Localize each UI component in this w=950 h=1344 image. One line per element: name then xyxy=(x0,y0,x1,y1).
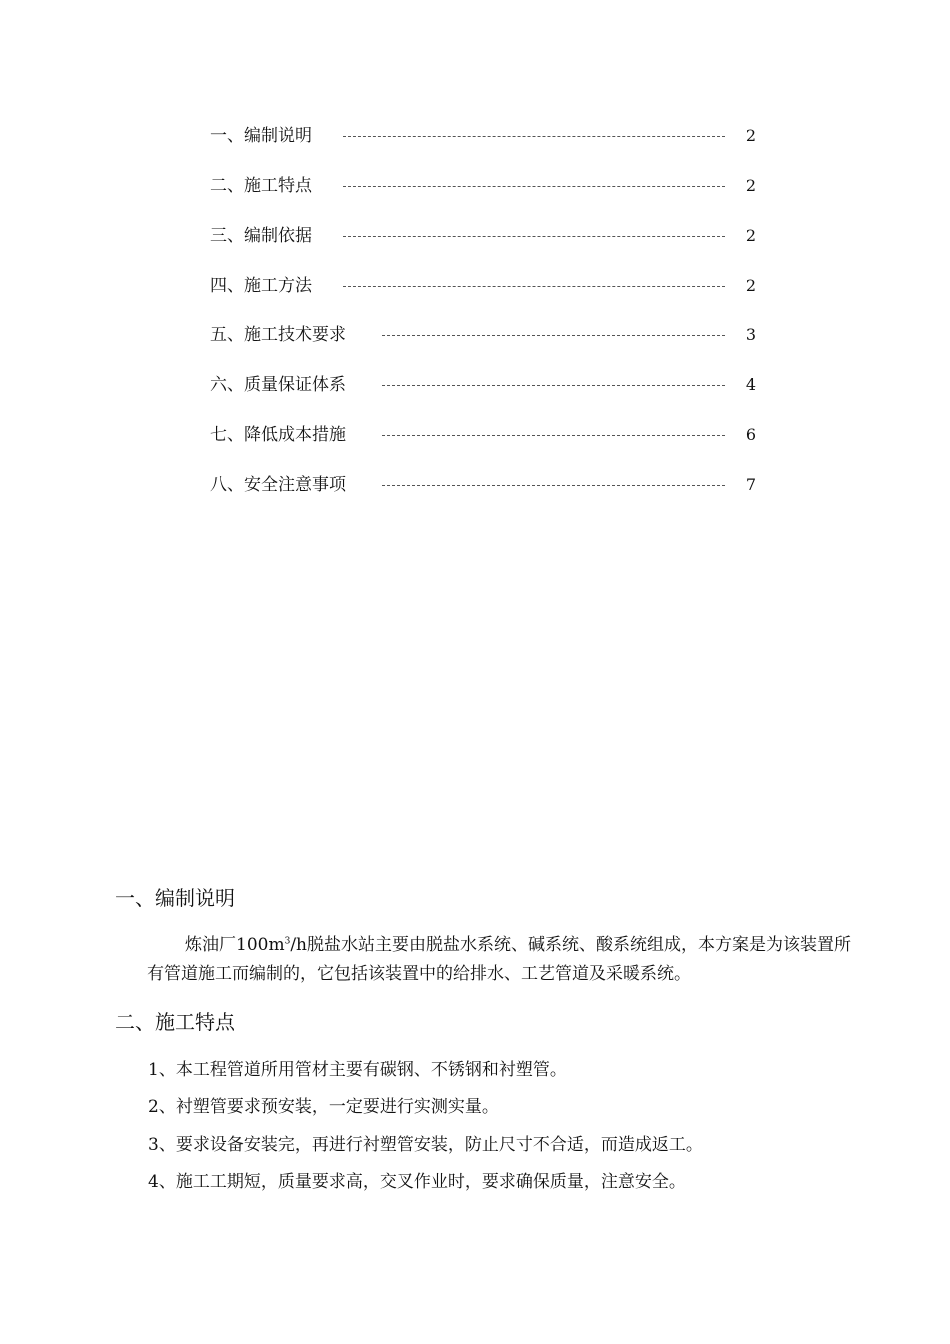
toc-leader-dots xyxy=(382,485,725,486)
toc-leader-dots xyxy=(343,236,725,237)
toc-leader-dots xyxy=(382,385,725,386)
toc-entry-page: 2 xyxy=(745,226,757,245)
list-item xyxy=(148,1132,703,1158)
toc-entry[interactable] xyxy=(0,372,950,398)
toc-entry-page: 2 xyxy=(745,126,757,145)
toc-entry[interactable] xyxy=(0,472,950,498)
para-unit: /h xyxy=(290,935,307,955)
list-item-text: 施工工期短，质量要求高，交叉作业时，要求确保质量，注意安全。 xyxy=(175,1172,686,1192)
para-quantity: 100m xyxy=(236,935,285,955)
toc-entry-page: 7 xyxy=(745,475,757,494)
list-item-text: 本工程管道所用管材主要有碳钢、不锈钢和衬塑管。 xyxy=(175,1060,567,1080)
toc-entry-title: 二、施工特点 xyxy=(210,176,312,196)
section-heading: 二、施工特点 xyxy=(115,1010,235,1034)
para-superscript: 3 xyxy=(284,936,291,947)
toc-entry-title: 六、质量保证体系 xyxy=(210,375,346,395)
list-item xyxy=(148,1169,686,1195)
section-heading: 一、编制说明 xyxy=(115,886,235,910)
toc-entry[interactable] xyxy=(0,223,950,249)
list-item-text: 要求设备安装完，再进行衬塑管安装，防止尺寸不合适，而造成返工。 xyxy=(175,1135,703,1155)
toc-leader-dots xyxy=(343,186,725,187)
toc-entry[interactable] xyxy=(0,173,950,199)
toc-entry-title: 一、编制说明 xyxy=(210,126,312,146)
toc-leader-dots xyxy=(382,435,725,436)
para-text-pre: 炼油厂 xyxy=(185,935,236,955)
toc-entry-title: 七、降低成本措施 xyxy=(210,425,346,445)
toc-leader-dots xyxy=(343,136,725,137)
section-paragraph xyxy=(147,931,862,989)
list-item xyxy=(148,1094,499,1120)
toc-entry-page: 4 xyxy=(745,375,757,394)
toc-entry[interactable] xyxy=(0,322,950,348)
toc-entry[interactable] xyxy=(0,123,950,149)
toc-entry-page: 6 xyxy=(745,425,757,444)
toc-entry-page: 3 xyxy=(745,325,757,344)
toc-entry-title: 五、施工技术要求 xyxy=(210,325,346,345)
toc-entry-title: 三、编制依据 xyxy=(210,226,312,246)
toc-entry-title: 四、施工方法 xyxy=(210,276,312,296)
para-text-post: 脱盐水站主要由脱盐水系统、碱系统、酸系统组成，本方案是为该装置所有管道施工而编制的，它包括该装置中的给排水、工艺管道及采暖系统。 xyxy=(147,935,851,984)
toc-entry-page: 2 xyxy=(745,176,757,195)
toc-entry-title: 八、安全注意事项 xyxy=(210,475,346,495)
toc-entry[interactable] xyxy=(0,422,950,448)
list-item-number: 1、 xyxy=(148,1060,176,1080)
toc-leader-dots xyxy=(382,335,725,336)
toc-leader-dots xyxy=(343,286,725,287)
list-item-text: 衬塑管要求预安装，一定要进行实测实量。 xyxy=(175,1097,499,1117)
list-item-number: 4、 xyxy=(148,1172,176,1192)
list-item-number: 3、 xyxy=(148,1135,176,1155)
list-item xyxy=(148,1057,567,1083)
list-item-number: 2、 xyxy=(148,1097,176,1117)
toc-entry-page: 2 xyxy=(745,276,757,295)
toc-entry[interactable] xyxy=(0,273,950,299)
